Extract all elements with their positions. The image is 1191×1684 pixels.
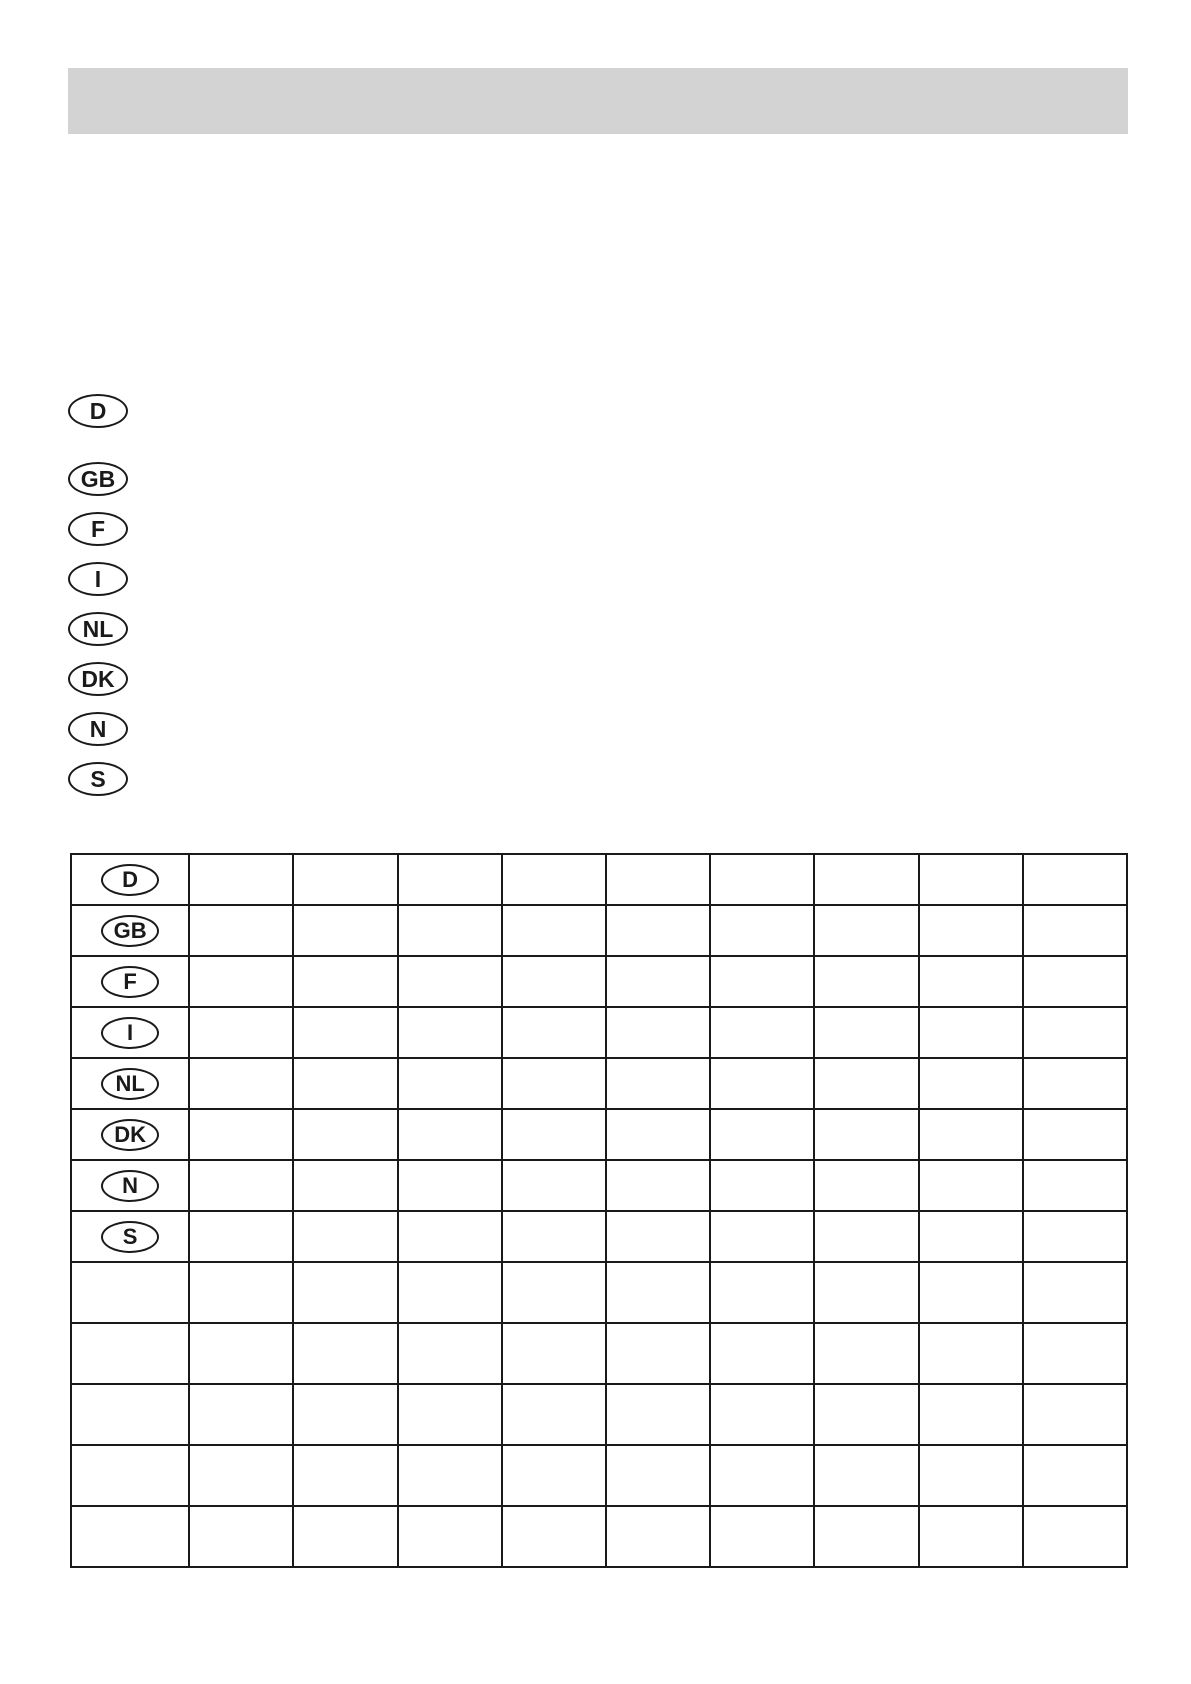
table-cell (293, 1007, 397, 1058)
language-badge-s: S (68, 762, 128, 796)
table-cell (293, 956, 397, 1007)
table-row (71, 905, 1127, 956)
table-cell (919, 1160, 1023, 1211)
table-cell (502, 905, 606, 956)
table-language-badge-d: D (101, 864, 159, 896)
table-cell (1023, 1007, 1127, 1058)
table-cell (71, 1323, 189, 1384)
table-language-badge-s: S (101, 1221, 159, 1253)
table-cell (606, 1007, 710, 1058)
table-cell (398, 1109, 502, 1160)
table-cell (502, 854, 606, 905)
table-cell (398, 1384, 502, 1445)
table-language-badge-i: I (101, 1017, 159, 1049)
table-cell (502, 1058, 606, 1109)
table-cell-language (71, 1058, 189, 1109)
table-cell (502, 1160, 606, 1211)
table-row (71, 1445, 1127, 1506)
table-language-badge-gb: GB (101, 915, 159, 947)
table-cell (189, 956, 293, 1007)
table-cell (398, 1160, 502, 1211)
table-cell (814, 1506, 918, 1567)
table-cell (814, 1007, 918, 1058)
table-cell (919, 1506, 1023, 1567)
table-cell (606, 1058, 710, 1109)
table-cell (293, 1262, 397, 1323)
table-cell (189, 854, 293, 905)
table-cell-language (71, 1007, 189, 1058)
table-cell (189, 1445, 293, 1506)
table-cell (293, 1323, 397, 1384)
table-cell (398, 1211, 502, 1262)
table-row (71, 1109, 1127, 1160)
table-cell (502, 1445, 606, 1506)
table-cell-language (71, 905, 189, 956)
language-table (70, 853, 1128, 1568)
table-cell (398, 1007, 502, 1058)
table-cell (710, 1109, 814, 1160)
table-cell (1023, 1323, 1127, 1384)
table-cell (814, 1109, 918, 1160)
table-cell (398, 1506, 502, 1567)
language-grid (70, 853, 1128, 1568)
table-cell (71, 1262, 189, 1323)
table-cell-language (71, 1160, 189, 1211)
table-cell (919, 1445, 1023, 1506)
table-cell (710, 1323, 814, 1384)
table-language-badge-f: F (101, 966, 159, 998)
table-cell (919, 1007, 1023, 1058)
table-cell (814, 854, 918, 905)
table-cell (710, 1384, 814, 1445)
table-cell (606, 1211, 710, 1262)
table-cell (606, 1160, 710, 1211)
table-cell (710, 854, 814, 905)
table-row (71, 1058, 1127, 1109)
table-cell (502, 1211, 606, 1262)
table-cell (814, 956, 918, 1007)
table-row (71, 1007, 1127, 1058)
table-cell (919, 905, 1023, 956)
language-badge-i: I (68, 562, 128, 596)
table-cell (710, 1160, 814, 1211)
table-language-badge-dk: DK (101, 1119, 159, 1151)
table-cell-language (71, 854, 189, 905)
language-list (68, 0, 268, 800)
table-cell (710, 905, 814, 956)
table-cell (502, 1109, 606, 1160)
table-cell (189, 1211, 293, 1262)
table-cell (189, 1160, 293, 1211)
table-cell (502, 1323, 606, 1384)
table-cell (293, 1211, 397, 1262)
table-cell (710, 1007, 814, 1058)
table-cell (71, 1506, 189, 1567)
table-cell (71, 1445, 189, 1506)
table-language-badge-nl: NL (101, 1068, 159, 1100)
table-cell (189, 1506, 293, 1567)
table-cell (919, 854, 1023, 905)
table-cell (710, 1262, 814, 1323)
table-cell-language (71, 1211, 189, 1262)
table-cell (814, 905, 918, 956)
table-cell (919, 1384, 1023, 1445)
language-badge-dk: DK (68, 662, 128, 696)
table-cell (710, 1506, 814, 1567)
table-cell (293, 1506, 397, 1567)
table-cell (606, 1384, 710, 1445)
table-cell (710, 956, 814, 1007)
table-cell (1023, 1211, 1127, 1262)
table-cell (1023, 905, 1127, 956)
table-cell (293, 1058, 397, 1109)
table-cell (398, 1323, 502, 1384)
language-badge-nl: NL (68, 612, 128, 646)
table-cell (919, 1262, 1023, 1323)
table-cell (293, 1160, 397, 1211)
table-cell (814, 1323, 918, 1384)
table-cell (606, 1323, 710, 1384)
table-row (71, 1506, 1127, 1567)
table-cell (189, 1109, 293, 1160)
table-cell (606, 1262, 710, 1323)
table-cell (606, 956, 710, 1007)
table-cell (1023, 1445, 1127, 1506)
table-cell (710, 1445, 814, 1506)
table-cell (1023, 1384, 1127, 1445)
table-cell (606, 905, 710, 956)
table-cell (189, 905, 293, 956)
table-cell (814, 1262, 918, 1323)
language-badge-gb: GB (68, 462, 128, 496)
table-cell (398, 1262, 502, 1323)
table-cell (398, 1058, 502, 1109)
table-cell (398, 956, 502, 1007)
table-cell (189, 1384, 293, 1445)
table-row (71, 854, 1127, 905)
language-badge-d: D (68, 394, 128, 428)
table-cell (919, 1109, 1023, 1160)
table-row (71, 1384, 1127, 1445)
table-cell (502, 1384, 606, 1445)
table-cell (606, 1445, 710, 1506)
table-row (71, 1160, 1127, 1211)
table-cell (919, 956, 1023, 1007)
table-cell (710, 1211, 814, 1262)
table-cell (606, 1506, 710, 1567)
language-badge-n: N (68, 712, 128, 746)
table-cell (293, 1384, 397, 1445)
table-row (71, 956, 1127, 1007)
table-cell (1023, 1262, 1127, 1323)
table-cell (189, 1058, 293, 1109)
table-cell (189, 1007, 293, 1058)
table-cell (814, 1445, 918, 1506)
table-cell (189, 1262, 293, 1323)
table-cell (1023, 1058, 1127, 1109)
table-cell (1023, 1160, 1127, 1211)
table-cell (502, 956, 606, 1007)
table-cell (71, 1384, 189, 1445)
table-cell (814, 1211, 918, 1262)
table-cell (606, 854, 710, 905)
table-cell (293, 905, 397, 956)
table-row (71, 1211, 1127, 1262)
table-row (71, 1262, 1127, 1323)
table-cell (919, 1323, 1023, 1384)
table-language-badge-n: N (101, 1170, 159, 1202)
table-cell (398, 905, 502, 956)
table-cell (814, 1058, 918, 1109)
table-cell (293, 1445, 397, 1506)
table-cell (1023, 1109, 1127, 1160)
table-cell (293, 854, 397, 905)
table-cell (293, 1109, 397, 1160)
table-cell (502, 1007, 606, 1058)
table-row (71, 1323, 1127, 1384)
table-cell (814, 1160, 918, 1211)
table-cell (398, 1445, 502, 1506)
table-cell (189, 1323, 293, 1384)
table-cell (1023, 854, 1127, 905)
table-cell (398, 854, 502, 905)
table-cell (502, 1262, 606, 1323)
table-cell (1023, 1506, 1127, 1567)
table-cell (502, 1506, 606, 1567)
language-badge-f: F (68, 512, 128, 546)
table-cell (919, 1058, 1023, 1109)
table-cell (814, 1384, 918, 1445)
table-cell (710, 1058, 814, 1109)
table-cell (919, 1211, 1023, 1262)
table-cell (1023, 956, 1127, 1007)
table-cell (606, 1109, 710, 1160)
table-cell-language (71, 1109, 189, 1160)
table-cell-language (71, 956, 189, 1007)
